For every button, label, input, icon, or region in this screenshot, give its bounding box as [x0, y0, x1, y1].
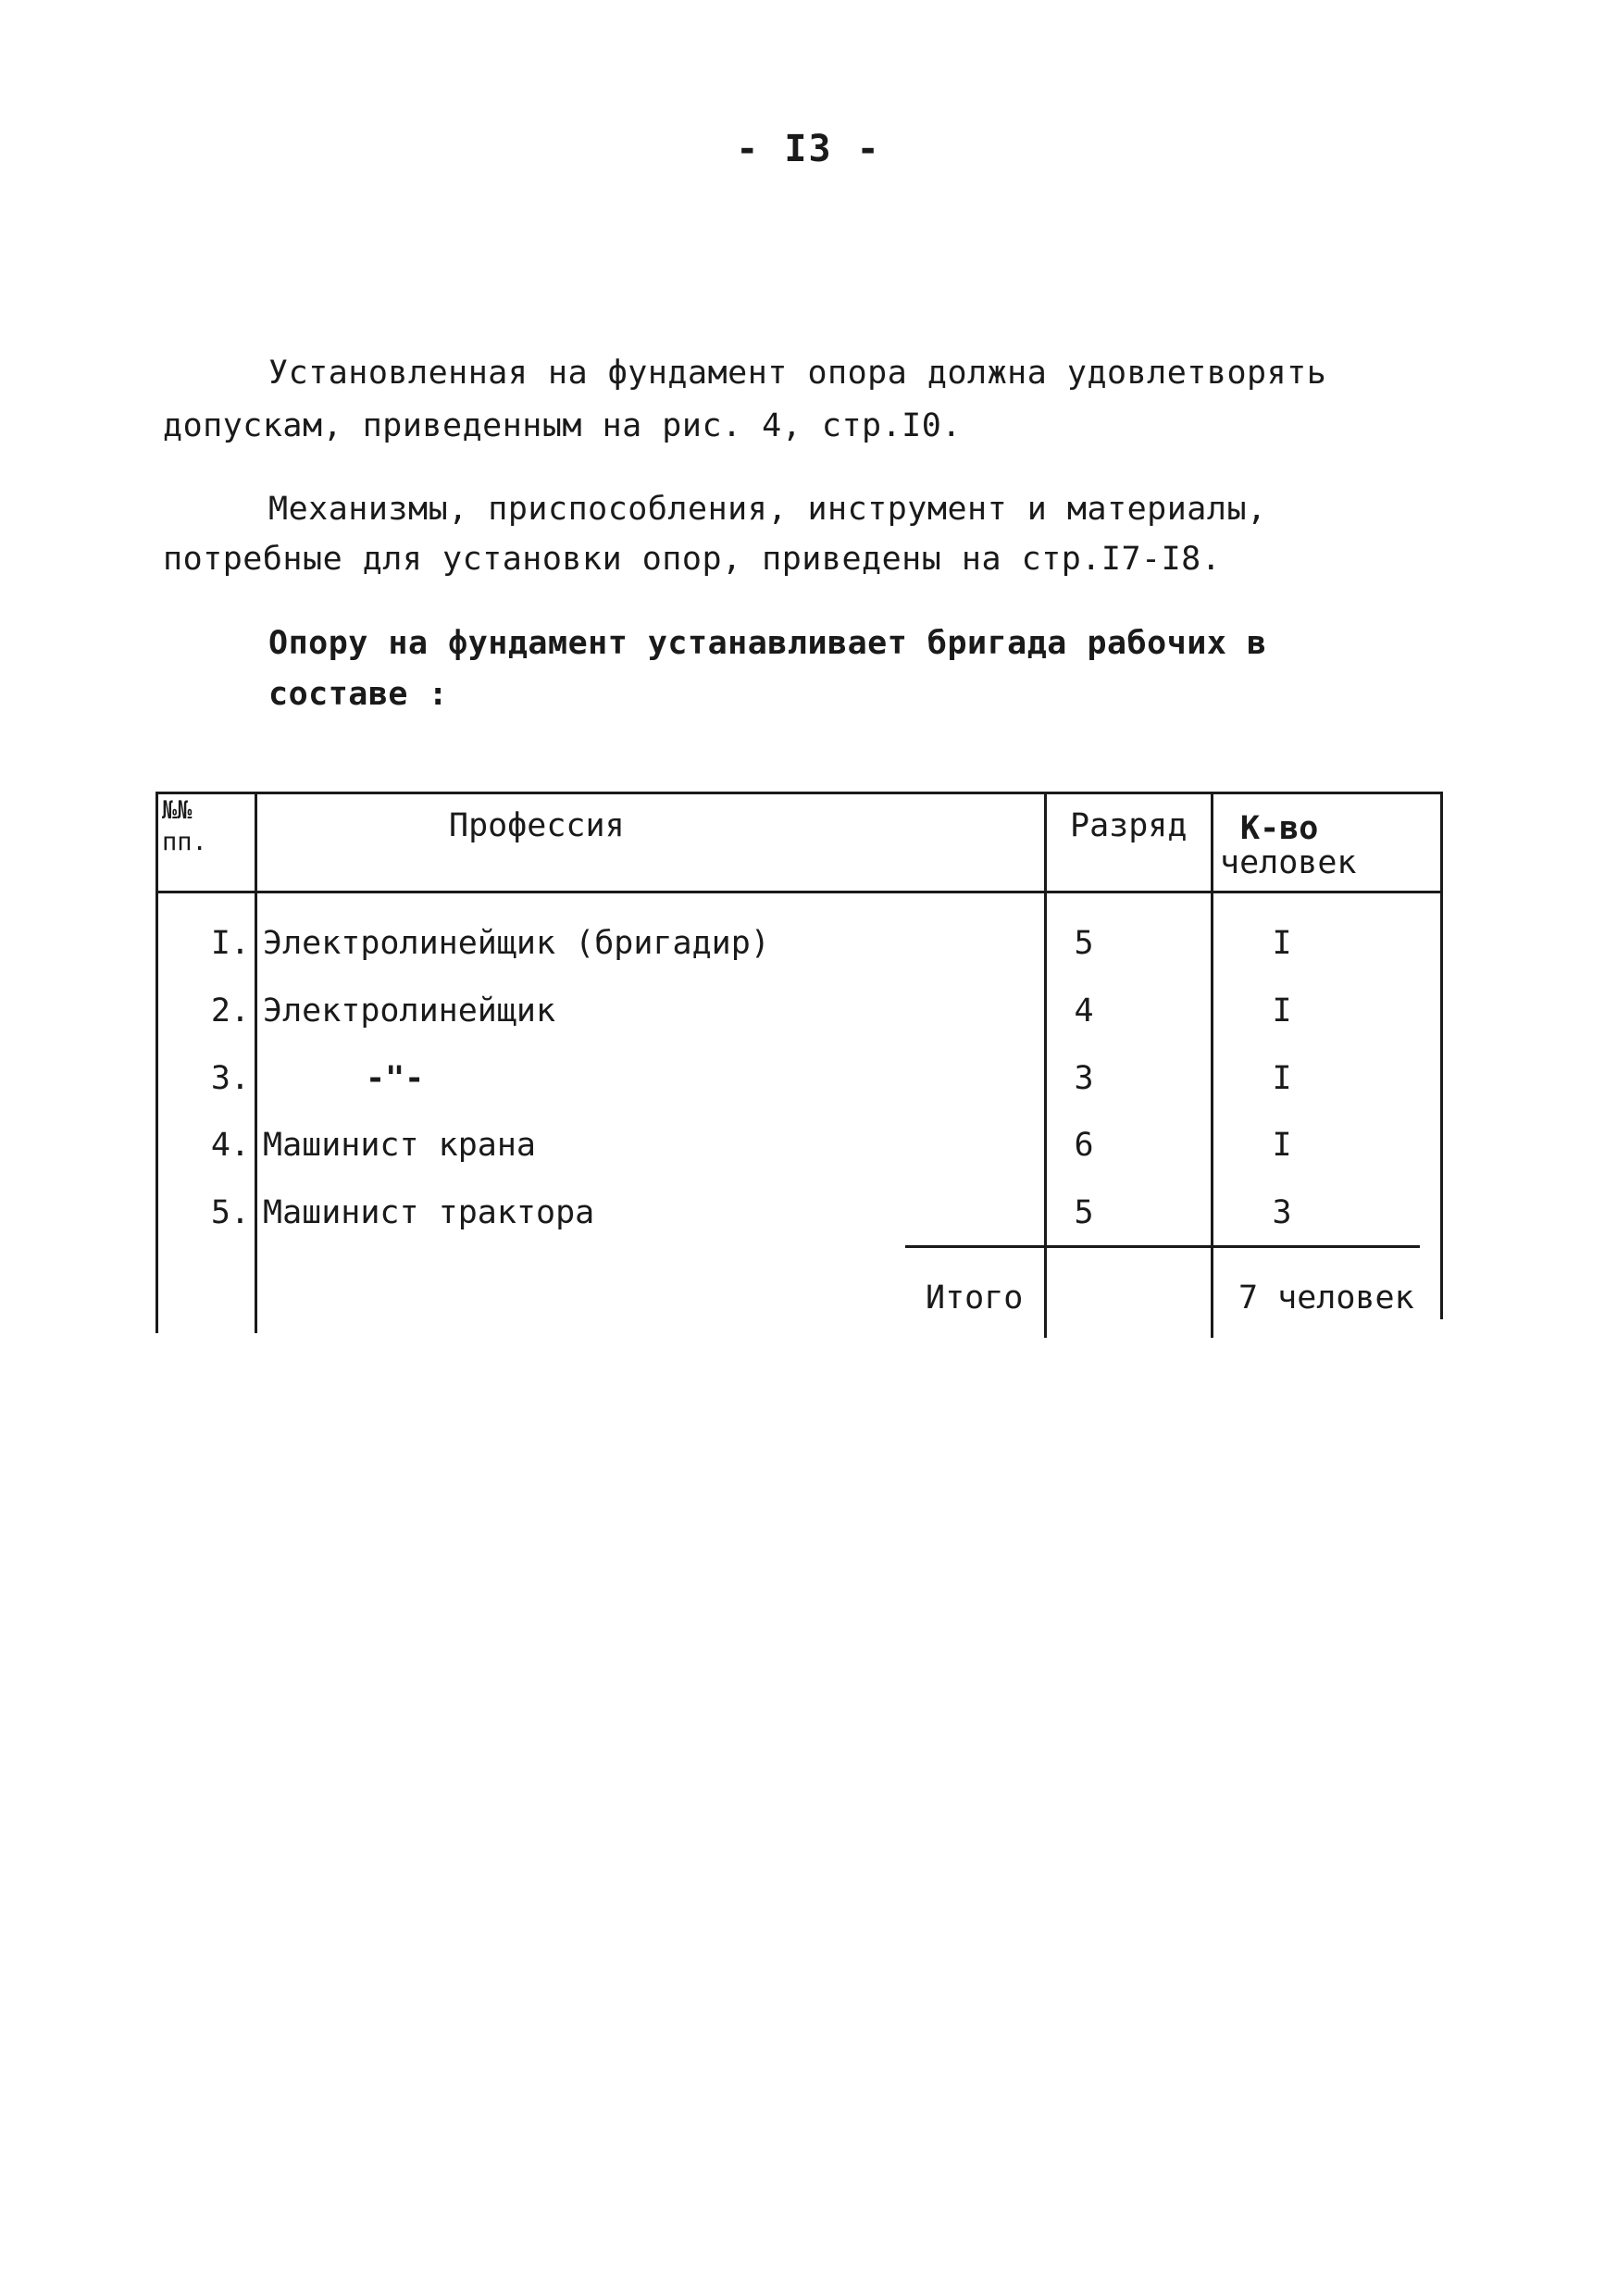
- table-left-border: [155, 792, 158, 1333]
- header-count-line-1: К-во: [1240, 810, 1319, 847]
- row-grade: 6: [1074, 1127, 1094, 1164]
- row-profession: Машинист крана: [263, 1127, 537, 1164]
- table-col-divider-1: [255, 792, 257, 1333]
- row-grade: 5: [1074, 1194, 1094, 1231]
- row-num: 3.: [210, 1060, 250, 1097]
- row-num: 2.: [210, 992, 250, 1029]
- row-num: I.: [210, 925, 250, 962]
- total-value: 7 человек: [1238, 1279, 1414, 1316]
- header-count-line-2: человек: [1220, 844, 1357, 881]
- paragraph-3-line-1: Опору на фундамент устанавливает бригада рабочих в: [268, 625, 1267, 662]
- table-header-bottom-border: [155, 891, 1442, 893]
- header-num-line-1: №№: [162, 796, 193, 825]
- table-total-rule: [905, 1245, 1420, 1248]
- paragraph-3-line-2: составе :: [268, 676, 449, 713]
- paragraph-2-line-2: потребные для установки опор, приведены на стр.I7-I8.: [163, 541, 1222, 578]
- page-number: - I3 -: [736, 128, 881, 170]
- row-num: 5.: [210, 1194, 250, 1231]
- total-label: Итого: [926, 1279, 1024, 1316]
- row-grade: 3: [1074, 1060, 1094, 1097]
- row-count: I: [1272, 1060, 1292, 1097]
- row-profession: Электролинейщик (бригадир): [263, 925, 770, 962]
- row-profession: Электролинейщик: [263, 992, 556, 1029]
- header-num-line-2: пп.: [162, 828, 207, 856]
- row-profession: Машинист трактора: [263, 1194, 595, 1231]
- row-grade: 5: [1074, 925, 1094, 962]
- row-count: I: [1272, 992, 1292, 1029]
- header-profession: Профессия: [449, 807, 625, 844]
- paragraph-1-line-1: Установленная на фундамент опора должна удовлетворять: [268, 355, 1327, 392]
- paragraph-1-line-2: допускам, приведенным на рис. 4, стр.I0.: [163, 407, 962, 444]
- row-count: I: [1272, 925, 1292, 962]
- table-top-border: [155, 792, 1442, 794]
- table-col-divider-3: [1211, 792, 1213, 1338]
- paragraph-2-line-1: Механизмы, приспособления, инструмент и материалы,: [268, 491, 1267, 528]
- row-count: I: [1272, 1127, 1292, 1164]
- table-right-border: [1440, 792, 1443, 1319]
- row-grade: 4: [1074, 992, 1094, 1029]
- row-count: 3: [1272, 1194, 1292, 1231]
- row-profession: -"-: [366, 1060, 425, 1097]
- row-num: 4.: [210, 1127, 250, 1164]
- header-grade: Разряд: [1070, 807, 1188, 844]
